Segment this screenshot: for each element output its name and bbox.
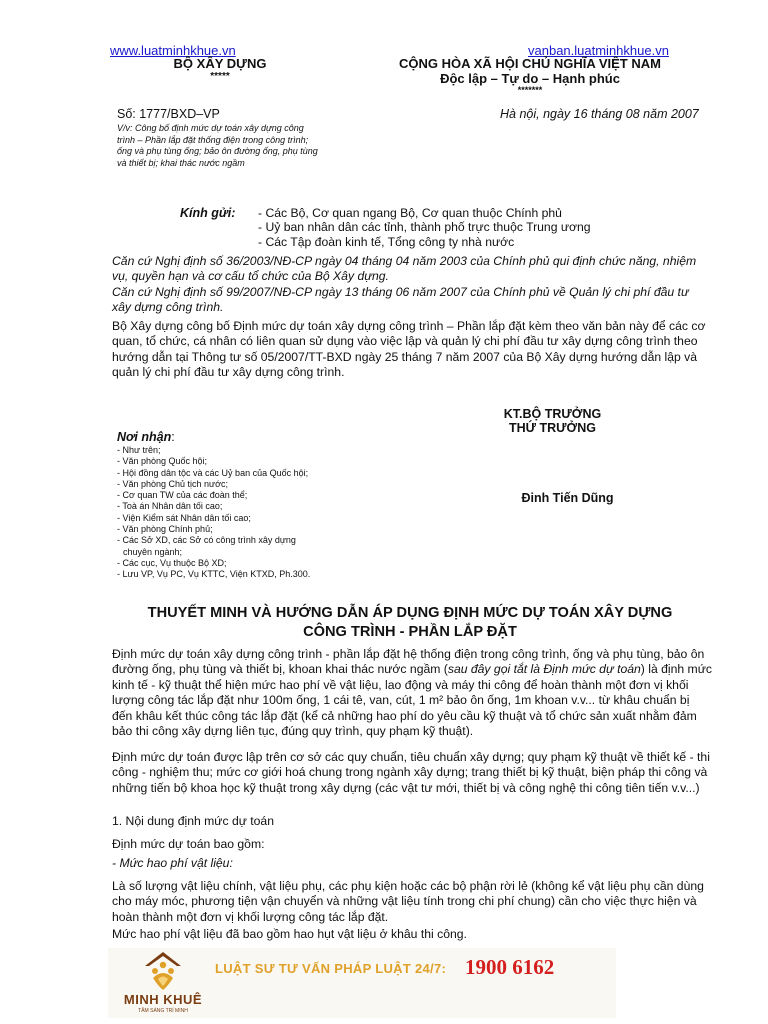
kinh-gui-item: - Các Tập đoàn kinh tế, Tổng công ty nhà nước [258, 234, 515, 249]
recipient-item: - Văn phòng Quốc hội; [117, 456, 208, 467]
recipient-item: - Văn phòng Chính phủ; [117, 524, 213, 535]
document-subject: V/v: Công bố định mức dự toán xây dựng công trình – Phần lắp đặt thống điện trong công trình; ống và phụ tùng ống; bảo ôn đường ống, phụ tùng và thiết bị; khai thác nước ngầm [117, 123, 318, 168]
motto: Độc lập – Tự do – Hạnh phúc [440, 71, 620, 86]
ministry-stars: ***** [210, 71, 230, 82]
p1-text-italic: sau đây gọi tắt là Định mức dự toán [447, 662, 641, 677]
recipient-item: - Cơ quan TW của các đoàn thể; [117, 490, 248, 501]
section-paragraph-1 [112, 647, 712, 739]
recipient-item: - Văn phòng Chủ tịch nước; [117, 478, 228, 489]
section-paragraph-5: Mức hao phí vật liệu đã bao gồm hao hụt vật liệu ở khâu thi công. [112, 927, 467, 941]
kinh-gui-item: - Các Bộ, Cơ quan ngang Bộ, Cơ quan thuộc Chính phủ [258, 206, 562, 220]
recipient-item: - Hội đồng dân tộc và các Uỷ ban của Quốc hội; [117, 467, 309, 478]
recipient-item: - Toà án Nhân dân tối cao; [117, 501, 223, 512]
p1-text-b: ) là định mức kinh tế - kỹ thuật thể hiện mức hao phí về vật liệu, lao động và máy thi công để hoàn thành một đơn vị khối lượng công tác lắp đặt như 100m ống, 1 cái tê, van, cút, 1 m² bảo ôn ống, 1m khoan v.v... từ khâu chuẩn bị đến khâu kết thúc công tác lắp đặt (kể cả những hao phí do yêu cầu kỹ thuật và tổ chức sản xuất nhằm đảm bảo thi công xây dựng liên tục, đúng quy trình, quy phạm kỹ thuật). [112, 662, 712, 739]
recipients-heading [117, 430, 175, 444]
kinh-gui-list [258, 206, 658, 249]
signer-name: Đinh Tiến Dũng [521, 491, 614, 505]
recipients-colon: : [171, 430, 175, 444]
section-paragraph-2: Định mức dự toán được lập trên cơ sở các quy chuẩn, tiêu chuẩn xây dựng; quy phạm kỹ thuật về thiết kế - thi công - nghiệm thu; mức cơ giới hoá chung trong ngành xây dựng; trang thiết bị kỹ thuật, biện pháp thi công và những tiến bộ khoa học kỹ thuật trong xây dựng (các vật tư mới, thiết bị và công nghệ thi công tiên tiến v.v...) [112, 750, 710, 795]
section-paragraph-3: Định mức dự toán bao gồm: [112, 837, 265, 851]
subsection-heading-1: 1. Nội dung định mức dự toán [112, 814, 274, 828]
document-number: Số: 1777/BXD–VP [117, 107, 220, 121]
body-paragraph: Bộ Xây dựng công bố Định mức dự toán xây dựng công trình – Phần lắp đặt kèm theo văn bản này để các cơ quan, tổ chức, cá nhân có liên quan sử dụng vào việc lập và quản lý chi phí đầu tư xây dựng công trình theo hướng dẫn tại Thông tư số 05/2007/TT-BXD ngày 25 tháng 7 năm 2007 của Bộ Xây dựng hướng dẫn lập và quản lý chi phí đầu tư xây dựng công trình. [112, 319, 706, 380]
recipient-item: - Như trên; [117, 445, 161, 455]
website-link-left[interactable]: www.luatminhkhue.vn [110, 43, 236, 58]
section-title-line-2: CÔNG TRÌNH - PHẦN LẮP ĐẶT [303, 624, 517, 640]
section-title-line-1: THUYẾT MINH VÀ HƯỚNG DẪN ÁP DỤNG ĐỊNH MỨC DỰ TOÁN XÂY DỰNG [147, 605, 673, 621]
hotline-number[interactable]: 1900 6162 [465, 955, 555, 979]
brand-tagline: TÂM SÁNG TRÍ MINH [138, 1008, 188, 1014]
ministry-name: BỘ XÂY DỰNG [173, 56, 267, 71]
signature-title-1: KT.BỘ TRƯỞNG [503, 407, 602, 421]
brand-name: MINH KHUÊ [123, 992, 203, 1007]
minh-khue-logo-icon [141, 950, 185, 992]
promo-banner[interactable] [108, 948, 616, 1018]
legal-basis: Căn cứ Nghị định số 36/2003/NĐ-CP ngày 04 tháng 04 năm 2003 của Chính phủ qui định chức năng, nhiệm vụ, quyền hạn và cơ cấu tổ chức của Bộ Xây dựng. Căn cứ Nghị định số 99/2007/NĐ-CP ngày 13 tháng 06 năm 2007 của Chính phủ về Quản lý chi phí đầu tư xây dựng công trình. [112, 254, 697, 315]
kinh-gui-item: - Uỷ ban nhân dân các tỉnh, thành phố trực thuộc Trung ương [258, 220, 591, 235]
p1-text-a: Định mức dự toán xây dựng công trình - phần lắp đặt hệ thống điện trong công trình, ống và phụ tùng, bảo ôn đường ống, phụ tùng và thiết bị, khoan khai thác nước ngầm ( [112, 647, 705, 677]
recipients-label: Nơi nhận [117, 430, 172, 444]
motto-stars: ******* [517, 85, 543, 95]
section-paragraph-4: Là số lượng vật liệu chính, vật liệu phụ, các phụ kiện hoặc các bộ phận rời lẻ (không kể vật liệu phụ cần dùng cho máy móc, phương tiện vận chuyển và những vật liệu tính trong chi phí chung) cần cho việc thực hiện và hoàn thành một đơn vị khối lượng công tác lắp đặt. [112, 879, 704, 924]
document-date: Hà nội, ngày 16 tháng 08 năm 2007 [500, 107, 699, 121]
signature-title-2: THỨ TRƯỞNG [509, 421, 596, 435]
kinh-gui-label: Kính gửi: [180, 206, 236, 220]
recipients-list [117, 445, 377, 581]
recipient-item: - Các Sở XD, các Sở có công trình xây dựng [117, 535, 296, 546]
recipient-item: chuyên ngành; [123, 546, 183, 557]
recipient-item: - Lưu VP, Vụ PC, Vụ KTTC, Viện KTXD, Ph.300. [117, 569, 311, 580]
subsection-heading-2: - Mức hao phí vật liệu: [112, 856, 233, 870]
recipient-item: - Viện Kiểm sát Nhân dân tối cao; [117, 512, 251, 523]
recipient-item: - Các cục, Vụ thuộc Bộ XD; [117, 557, 227, 568]
website-link-right[interactable]: vanban.luatminhkhue.vn [528, 43, 669, 58]
country-name: CỘNG HÒA XÃ HỘI CHỦ NGHĨA VIỆT NAM [399, 56, 661, 71]
banner-text: LUẬT SƯ TƯ VẤN PHÁP LUẬT 24/7: [215, 961, 447, 976]
